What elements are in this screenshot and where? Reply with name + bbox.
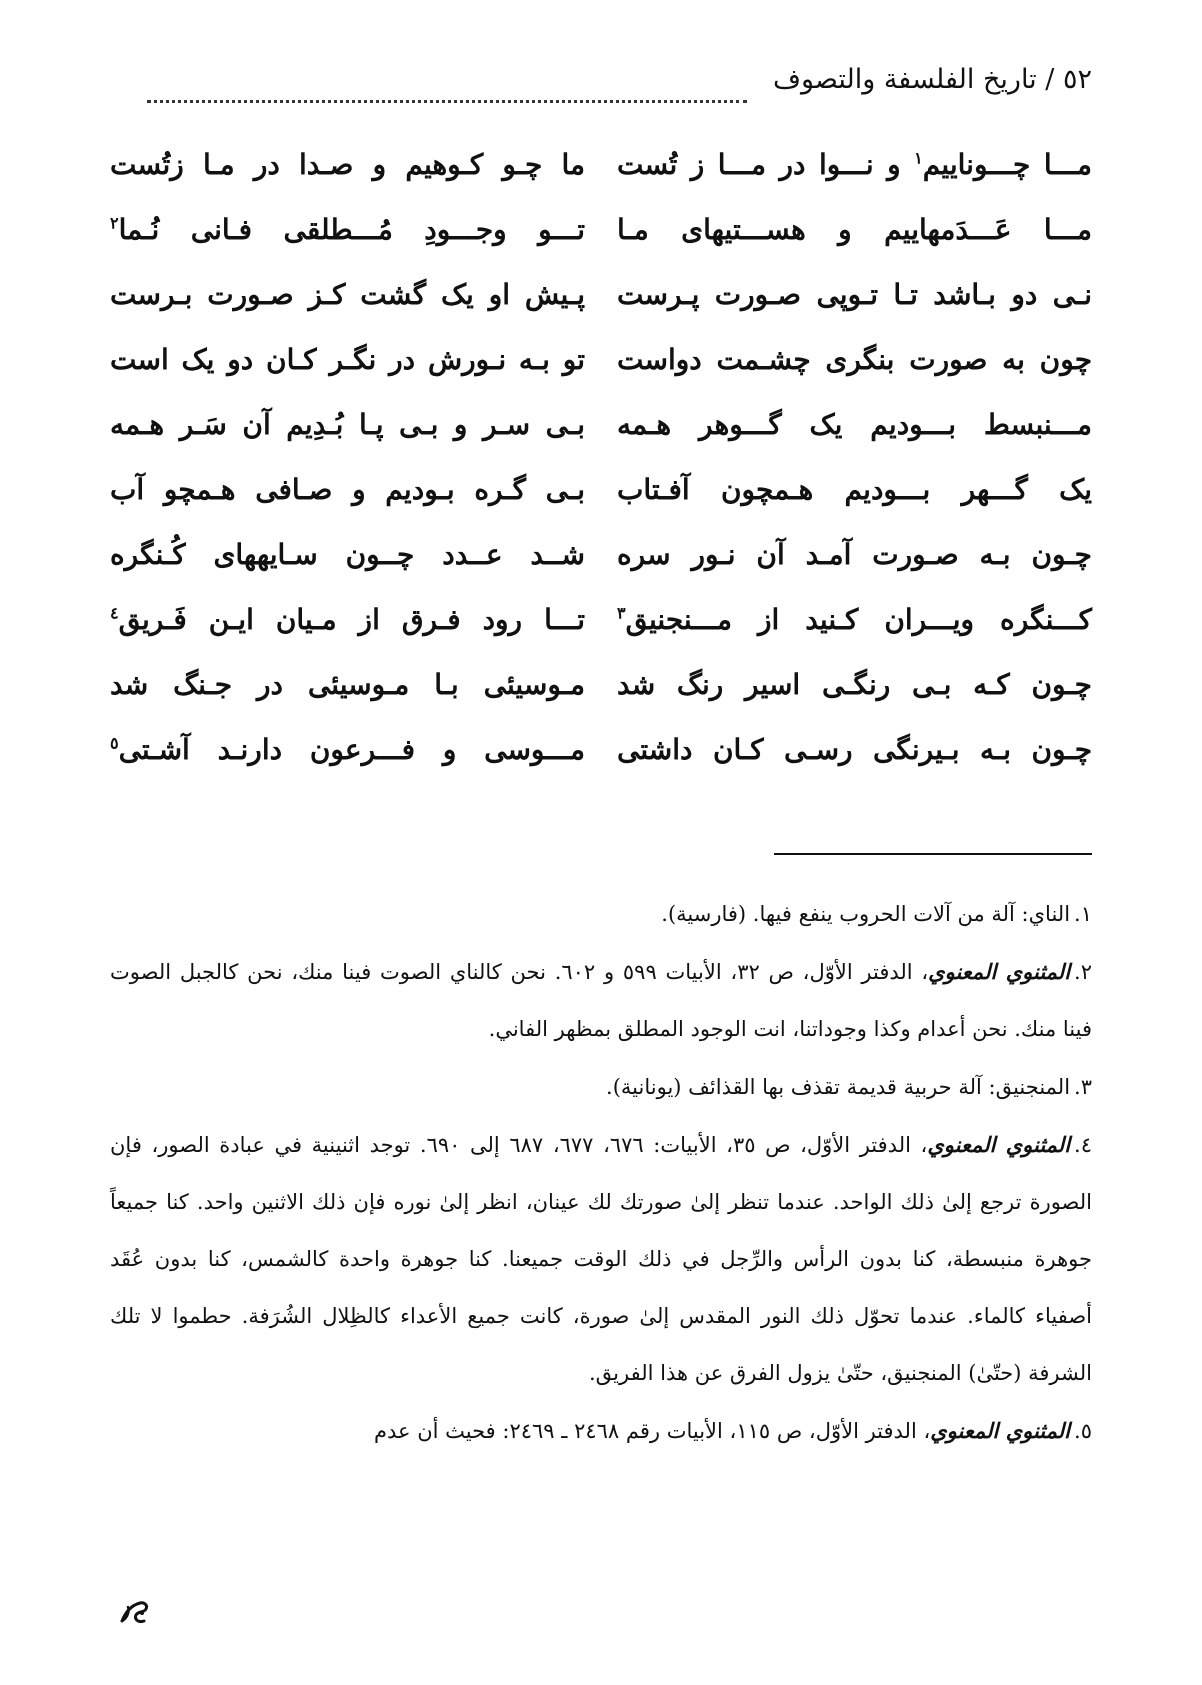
verse-second-hemistich: مـــوسی و فـــرعون دارنـد آشـتی$^٥$ bbox=[110, 733, 585, 766]
poem-verses bbox=[110, 148, 1092, 798]
verse-second-hemistich: تو بـه نـورش در نگـر کـان دو یک است bbox=[110, 343, 585, 376]
footnote-marker: ٤ bbox=[110, 603, 119, 623]
verse-row bbox=[110, 213, 1092, 278]
verse-row bbox=[110, 148, 1092, 213]
verse-first-hemistich: چـون بـه بـیرنگی رسـی کـان داشتی bbox=[617, 733, 1092, 766]
verse-row bbox=[110, 668, 1092, 733]
footnote-book-title: المثنوي المعنوي bbox=[928, 959, 1071, 984]
verse-second-hemistich: بـی سـر و بـی پـا بُـدِیم آن سَـر هـمه bbox=[110, 408, 585, 441]
footnote-3 bbox=[110, 1058, 1092, 1116]
footnotes bbox=[110, 885, 1092, 1460]
footnote-number: ٤. bbox=[1074, 1133, 1093, 1157]
footnote-1 bbox=[110, 885, 1092, 943]
verse-first-hemistich: مـــنبسط بـــودیم یک گـــوهر هـمه bbox=[617, 408, 1092, 441]
verse-row bbox=[110, 603, 1092, 668]
footnote-marker: ١ bbox=[914, 148, 923, 168]
footnote-text: ، الدفتر الأوّل، ص ٣٢، الأبيات ٥٩٩ و ٦٠٢. نحن كالناي الصوت فينا منك، نحن كالجبل الصوت فينا منك. نحن أعدام وكذا وجوداتنا، انت الوجود المطلق بمظهر الفاني. bbox=[110, 960, 1092, 1041]
verse-second-hemistich: شــد عــدد چــون سـایههای کُـنگره bbox=[110, 538, 585, 571]
footnote-number: ٣. bbox=[1074, 1075, 1092, 1099]
verse-first-hemistich: چـون کـه بـی رنگـی اسیر رنگ شد bbox=[617, 668, 1092, 701]
verse-row bbox=[110, 278, 1092, 343]
footnote-marker: ٣ bbox=[617, 603, 626, 623]
verse-row bbox=[110, 538, 1092, 603]
verse-row bbox=[110, 473, 1092, 538]
footnote-book-title: المثنوي المعنوي bbox=[930, 1418, 1071, 1443]
verse-second-hemistich: پـیش او یک گشت کـز صـورت بـرست bbox=[110, 278, 585, 311]
footnote-number: ٢. bbox=[1074, 960, 1092, 984]
verse-second-hemistich: بـی گـره بـودیم و صـافی هـمچو آب bbox=[110, 473, 585, 506]
verse-first-hemistich: مـــا عَـــدَمهاییم و هســـتیهای مـا bbox=[617, 213, 1092, 246]
verse-row bbox=[110, 408, 1092, 473]
header-dotted-leader bbox=[147, 100, 747, 103]
footnote-text: ، الدفتر الأوّل، ص ٣٥، الأبيات: ٦٧٦، ٦٧٧، ٦٨٧ إلى ٦٩٠. توجد اثنينية في عبادة الصور، فإن الصورة ترجع إلىٰ ذلك الواحد. عندما تنظر إلىٰ صورتك لك عينان، انظر إلىٰ نوره فإن ذلك الاثنين واحد. كنا جميعاً جوهرة منبسطة، كنا بدون الرأس والرِّجل في ذلك الوقت جميعنا. كنا جوهرة واحدة كالشمس، كنا بدون عُقَد أصفياء كالماء. عندما تحوّل ذلك النور المقدس إلىٰ صورة، كانت جميع الأعداء كالظِلال الشُرَفة. حطموا لا تلك الشرفة (حتّىٰ) المنجنيق، حتّىٰ يزول الفرق عن هذا الفريق. bbox=[110, 1133, 1092, 1385]
verse-second-hemistich: ما چـو کـوهیم و صـدا در مـا زتُست bbox=[110, 148, 585, 181]
footnote-number: ٥. bbox=[1074, 1419, 1092, 1443]
publisher-seal-icon bbox=[118, 1597, 152, 1627]
page-number: ٥٢ bbox=[1062, 64, 1092, 95]
verse-first-hemistich: یک گـــهر بـــودیم هـمچون آفـتاب bbox=[617, 473, 1092, 506]
footnote-5 bbox=[110, 1402, 1092, 1460]
verse-row bbox=[110, 733, 1092, 798]
verse-first-hemistich: کـــنگره ویـــران کـنید از مـــنجنیق$^٣$ bbox=[617, 603, 1092, 636]
footnote-4 bbox=[110, 1116, 1092, 1402]
header-separator: / bbox=[1045, 64, 1055, 95]
footnote-2 bbox=[110, 943, 1092, 1058]
verse-second-hemistich: مـوسیئی بـا مـوسیئی در جـنگ شد bbox=[110, 668, 585, 701]
running-header-text bbox=[773, 64, 1092, 95]
verse-first-hemistich: نـی دو بـاشد تـا تـوپی صـورت پـرست bbox=[617, 278, 1092, 311]
verse-first-hemistich: مـــا چـــونايیم$^١$ و نـــوا در مـــا ز تُست bbox=[617, 148, 1092, 181]
verse-first-hemistich: چون به صورت بنگری چشـمت دواست bbox=[617, 343, 1092, 376]
verse-row bbox=[110, 343, 1092, 408]
footnote-marker: ٢ bbox=[110, 213, 119, 233]
book-title: تاريخ الفلسفة والتصوف bbox=[772, 64, 1037, 95]
footnote-separator-rule bbox=[774, 853, 1092, 855]
verse-second-hemistich: تـــا رود فـرق از مـیان ایـن فَـریق$^٤$ bbox=[110, 603, 585, 636]
footnote-text: المنجنيق: آلة حربية قديمة تقذف بها القذائف (يونانية). bbox=[606, 1075, 1071, 1099]
footnote-marker: ٥ bbox=[110, 733, 119, 753]
footnote-number: ١. bbox=[1074, 902, 1092, 926]
footnote-text: ، الدفتر الأوّل، ص ١١٥، الأبيات رقم ٢٤٦٨ ـ ٢٤٦٩: فحيث أن عدم bbox=[373, 1419, 931, 1443]
footnote-book-title: المثنوي المعنوي bbox=[927, 1132, 1071, 1157]
footnote-text: الناي: آلة من آلات الحروب ينفع فيها. (فارسية). bbox=[661, 902, 1071, 926]
verse-first-hemistich: چـون بـه صـورت آمـد آن نـور سره bbox=[617, 538, 1092, 571]
running-header bbox=[130, 64, 1092, 95]
verse-second-hemistich: تـــو وجـــودِ مُـــطلقی فـانی نُـما$^٢$ bbox=[110, 213, 585, 246]
